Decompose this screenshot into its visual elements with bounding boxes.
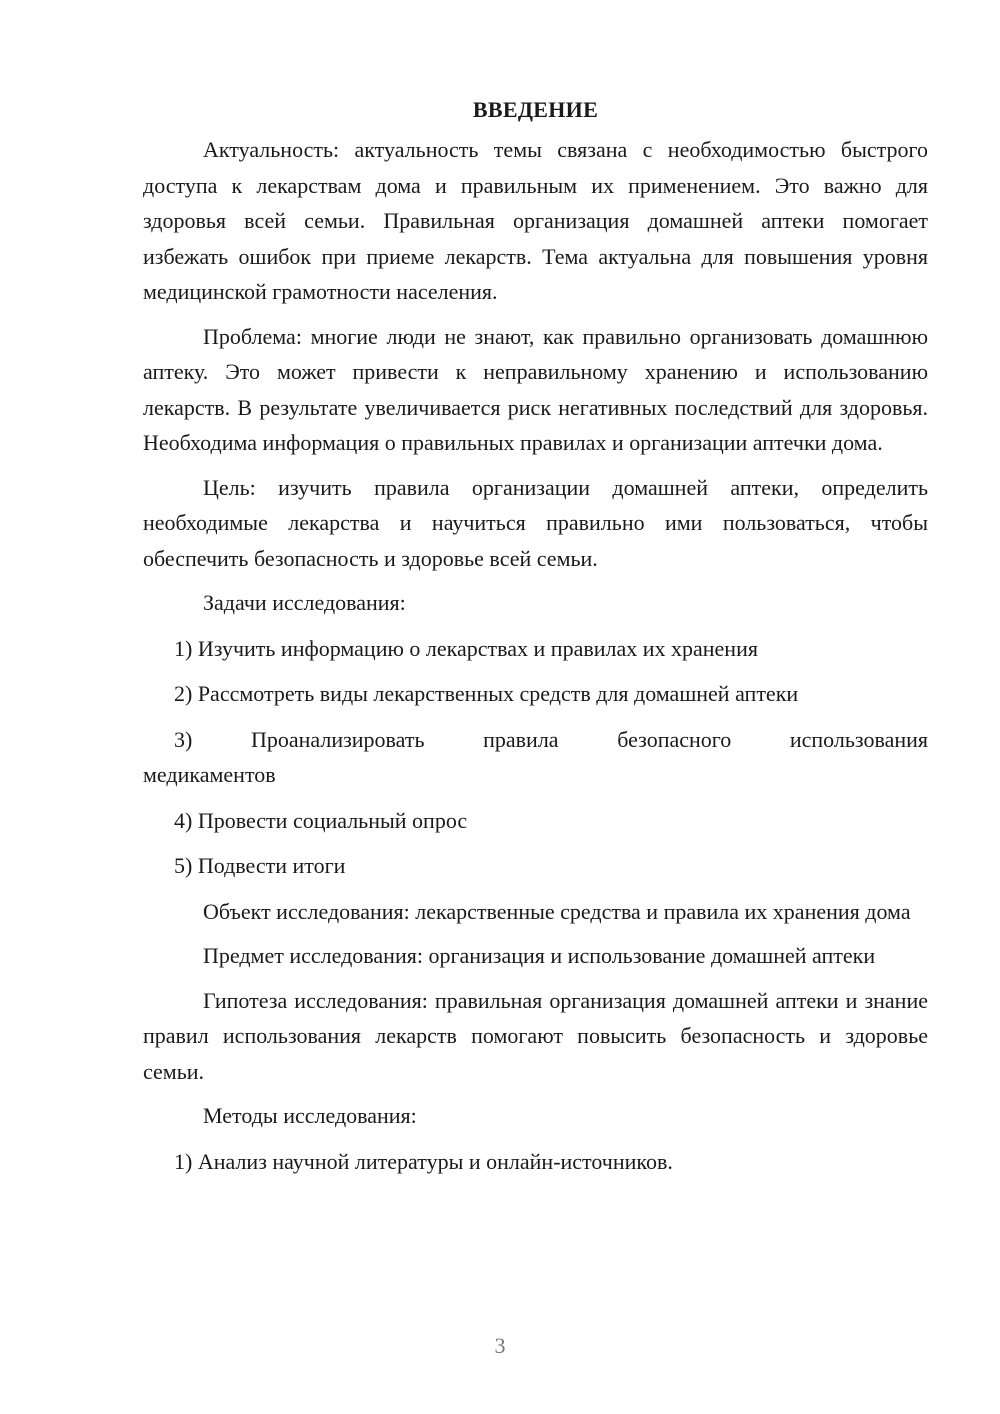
task-item-2: 2) Рассмотреть виды лекарственных средств для домашней аптеки — [174, 681, 799, 706]
object-paragraph: Объект исследования: лекарственные средства и правила их хранения дома — [203, 898, 911, 924]
method-item-1: 1) Анализ научной литературы и онлайн-источников. — [174, 1148, 673, 1174]
hypothesis-paragraph: Гипотеза исследования: правильная организация домашней аптеки и знание правил использования лекарств помогают повысить безопасность и здоровье семьи. — [143, 987, 928, 1084]
document-page — [143, 92, 928, 1189]
task-item-3: 3) Проанализировать правила безопасного использования медикаментов — [143, 726, 928, 787]
problem-paragraph: Проблема: многие люди не знают, как правильно организовать домашнюю аптеку. Это может привести к неправильному хранению и использованию лекарств. В результате увеличивается риск негативных последствий для здоровья. Необходима информация о правильных правилах и организации аптечки дома. — [143, 323, 928, 455]
page-number: 3 — [494, 1333, 506, 1358]
task-item-4: 4) Провести социальный опрос — [174, 807, 468, 833]
relevance-paragraph: Актуальность: актуальность темы связана с необходимостью быстрого доступа к лекарствам дома и правильным их применением. Это важно для здоровья всей семьи. Правильная организация домашней аптеки помогает избежать ошибок при приеме лекарств. Тема актуальна для повышения уровня медицинской грамотности населения. — [143, 137, 928, 304]
section-heading: ВВЕДЕНИЕ — [472, 97, 599, 122]
task-item-1: 1) Изучить информацию о лекарствах и правилах их хранения — [174, 635, 758, 661]
subject-paragraph: Предмет исследования: организация и использование домашней аптеки — [203, 943, 876, 968]
task-item-5: 5) Подвести итоги — [174, 853, 346, 878]
methods-title: Методы исследования: — [203, 1103, 417, 1128]
tasks-title: Задачи исследования: — [203, 590, 406, 615]
goal-paragraph: Цель: изучить правила организации домашней аптеки, определить необходимые лекарства и научиться правильно ими пользоваться, чтобы обеспечить безопасность и здоровье всей семьи. — [143, 474, 928, 571]
